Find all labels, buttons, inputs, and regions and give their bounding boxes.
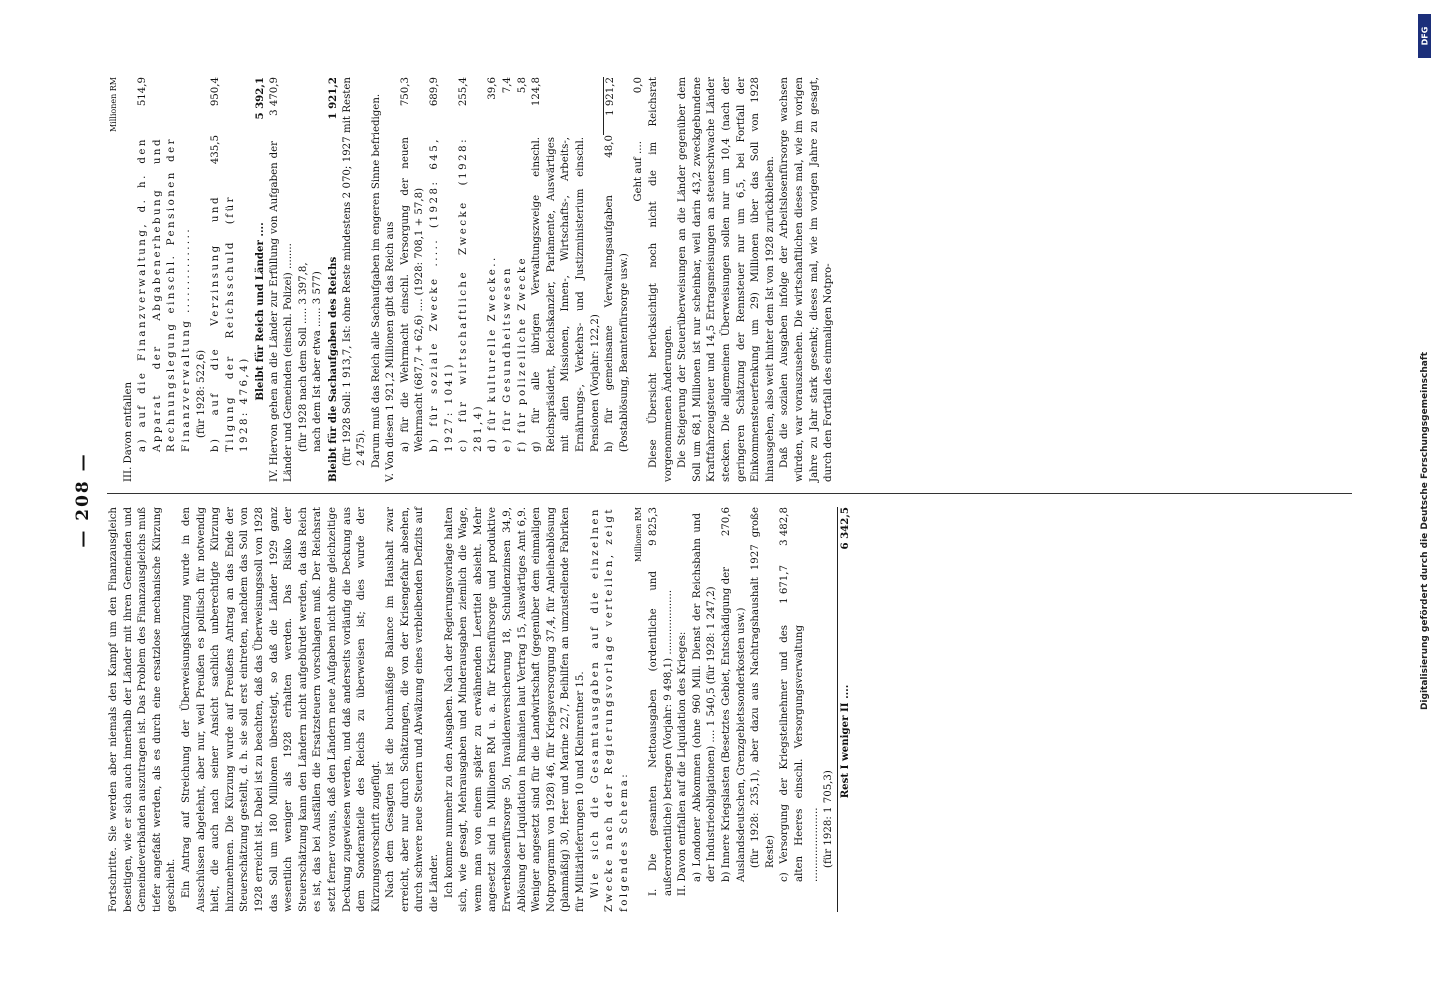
row-value: 1 671,7 [779,565,791,604]
schema-row-rest [837,507,853,912]
row-label: b) Innere Kriegslasten (Besetztes Gebiet, Entschädigung der Auslandsdeutschen, Grenzgebietssonderkosten usw.) [720,567,747,882]
schema-row-v-f [516,77,531,482]
schema-row-v-b [428,77,457,482]
row-value: 3 470,9 [268,77,280,116]
dfg-logo [1418,14,1431,58]
row-total: 950,4 [210,77,222,107]
column-divider [107,493,1352,494]
row-note: (für 1928: 1 705,3) [823,770,835,868]
row-label: a) für die Wehrmacht einschl. Versorgung der neuen Wehrmacht (687,7 + 62,6) .... (1928: 708,1 + 57,8) [399,137,426,452]
right-column [107,77,837,482]
page-number: — 208 — [73,452,93,548]
schema-heading-ii: II. Davon entfallen auf die Liquidation des Krieges: [677,631,689,896]
row-label: e) für Gesundheitswesen [502,266,514,452]
row-label: Bleibt für Reich und Länder .... [253,222,266,401]
schema-row-ii-b [720,507,749,912]
row-label: IV. Hiervon gehen an die Länder zur Erfüllung von Aufgaben der Länder und Gemeinden (einschl. Polizei) ........ [268,141,295,482]
row-value: 5 392,1 [253,77,266,120]
row-note: (für 1928: 235,1), aber dazu aus Nachtragshaushalt 1927 große Reste) [750,507,776,868]
schema-heading-iii: III. Davon entfallen [122,381,134,482]
row-value: 48,0 [604,135,616,158]
paragraph: Diese Übersicht berücksichtigt noch nicht die im Reichsrat vorgenommenen Änderungen. [647,77,674,482]
left-column [107,507,852,912]
row-note: (für 1928 Soll: 1 913,7, Ist: ohne Reste mindestens 2 070; 1927 mit Resten 2 475). [341,77,368,466]
watermark [1418,66,1432,996]
schema-row-v-g [530,77,603,482]
row-value: 1 921,2 [326,77,339,120]
paragraph: Daß die sozialen Ausgaben infolge der Arbeitslosenfürsorge wachsen würden, war vorauszusehen. Die wirtschaftlichen dieses mal, wie im vorigen Jahre zu Jahr stark gesenkt; dieses mal, wie im vorigen Jahre zu gesagt, durch den Fortfall des einmaligen Notpro- [779,77,835,482]
row-label: a) Londoner Abkommen (ohne 960 Mill. Dienst der Reichsbahn und der Industrieobligationen) .... 1 540,5 (für 1928: 1 247,2) [691,513,718,882]
row-label: I. Die gesamten Nettoausgaben (ordentliche und außerordentliche) betragen (Vorjahr: 9 498,1) .................... [647,571,674,896]
paragraph: Ich komme nunmehr zu den Ausgaben. Nach der Regierungsvorlage halten sich, wie gesagt, Mehrausgaben und Minderausgaben ziemlich die Wage, wenn man von einem später zu erwähnenden Leertitel absieht. Mehr angesetzt sind in Millionen RM u. a. für Krisenfürsorge und produktive Erwerbslosenfürsorge 50, Invalidenversicherung 18, Schuldenzinsen 34,9, Ablösung der Liquidation in Rumänien laut Vertrag 15, Auswärtiges Amt 6,9. Weniger angesetzt sind für die Landwirtschaft (gegenüber dem einmaligen Notprogramm von 1928) 46, für Kriegsversorgung 37,4, für Anleiheablösung (planmäßig) 30, Heer und Marine 22,7, Beihilfen an umzustellende Fabriken für Militärlieferungen 10 und Kleinrentner 15. [443,507,586,912]
schema-row-iii-b [209,77,253,482]
schema-row-i [647,507,676,912]
schema-row-ii-c [778,507,822,912]
row-label: Rest I weniger II .... [838,684,851,799]
schema-row-v-d [486,77,501,482]
schema-row-v-a [399,77,428,482]
paragraph: Die Steigerung der Steuerüberweisungen an die Länder gegenüber dem Soll um 68,1 Millionen ist nur scheinbar, weil darin 43,2 zweckgebundene Kraftfahrzeugsteuer und 14,5 Ertragsmeisungen an steuerschwache Länder stecken. Die allgemeinen Überweisungen sollen nur um 10,4 (nach der geringeren Schätzung der Rennsteuer nur um 6,5, bei Fortfall der Einkommensteuerfenkung um 29) Millionen über das Soll von 1928 hinausgehen, also weit hinter dem Ist von 1928 zurückbleiben. [677,77,776,482]
schema-row-v-c [457,77,486,482]
row-label: b) für soziale Zwecke ..... (1928: 645, 1927: 1041) [429,137,455,452]
row-value: 5,8 [516,77,528,94]
schema-heading-v: V. Von diesen 1 921,2 Millionen gibt das Reich aus [385,221,397,482]
unit-label: Millionen RM [634,507,644,563]
row-value: 514,9 [137,77,149,107]
unit-label: Millionen RM [109,77,118,133]
row-value: 124,8 [531,77,543,107]
paragraph: Nach dem Gesagten ist die buchmäßige Balance im Haushalt zwar erreicht, aber nur durch Schätzungen, die von der Krisengefahr absehen, durch schwere neue Steuern und Abwälzung eines verbleibenden Defizits auf die Länder. [385,507,441,912]
row-value: 9 825,3 [647,507,659,546]
schema-row-iv [268,77,297,482]
row-value: 689,9 [429,77,441,107]
row-note: (für 1928: 522,6) [195,349,207,438]
paragraph: Fortschritte. Sie werden aber niemals den Kampf um den Finanzausgleich beseitigen, wie er sich auch innerhalb der Länder mit ihren Gemeinden und Gemeindeverbänden auszutragen ist. Das Problem des Finanzausgleichs muß tiefer angefaßt werden, als es durch eine ersatzlose mechanische Kürzung geschieht. [108,507,178,912]
row-note: (für 1928 nach dem Soll ..... 3 397,8, [297,262,309,452]
schema-row-sachaufgaben [326,77,341,482]
row-value: 6 342,5 [838,507,851,550]
row-label: d) für kulturelle Zwecke.. [487,255,499,452]
row-label: Geht auf .... [633,141,645,202]
schema-row-geht-auf [632,77,647,482]
row-total: 1 921,2 [603,77,632,135]
dfg-logo-text: DFG [1420,26,1429,46]
row-label: c) Versorgung der Kriegsteilnehmer und des alten Heeres einschl. Versorgungsverwaltung ....................... [779,625,820,882]
paragraph: Darum muß das Reich alle Sachaufgaben im engeren Sinne befriedigen. [370,93,382,468]
row-label: c) für wirtschaftliche Zwecke (1928: 281,4) [458,137,484,452]
row-value: 0,0 [633,77,645,94]
paragraph: Ein Antrag auf Streichung der Überweisungskürzung wurde in den Ausschüssen abgelehnt, aber nur, weil Preußen es politisch für notwendig hielt, die auch nach seiner Ansicht sachlich unberechtigte Kürzung hinzunehmen. Die Kürzung wurde auf Preußens Antrag an das Ende der Steuerschätzung gestellt, d. h. sie soll erst eintreten, nachdem das Soll von 1928 erreicht ist. Dabei ist zu beachten, daß das Überweisungssoll von 1928 das Soll um 180 Millionen übersteigt, so daß die Länder 1929 ganz wesentlich weniger als 1928 erhalten werden. Das Risiko der Steuerschätzung kann den Ländern nicht aufgebürdet werden, da das Reich es ist, das bei Ausfällen die Ersatzsteuern vorschlagen muß. Der Reichsrat setzt ferner voraus, daß den Ländern neue Aufgaben nicht ohne gleichzeitige Deckung zugewiesen werden, und daß anderseits vorläufig die Deckung aus dem Sonderanteile des Reichs zu überweisen ist; dies wurde der Kürzungsvorschrift zugefügt. [180,507,382,912]
row-label: h) für gemeinsame Verwaltungsaufgaben (Postablösung, Beamtenfürsorge usw.) [604,195,630,452]
row-value: 39,6 [487,77,499,100]
row-label: g) für alle übrigen Verwaltungszweige einschl. Reichspräsident, Reichskanzler, Parlamente, Auswärtiges mit allen Missionen, Innen-, Wirtschafts-, Arbeits-, Ernährungs-, Verkehrs- und Justizministerium einschl. Pensionen (Vorjahr: 122,2) [531,137,601,452]
row-value: 435,5 [210,135,222,165]
watermark-text: Digitalisierung gefördert durch die Deutsche Forschungsgemeinschaft [1420,351,1430,711]
paragraph: Wie sich die Gesamtausgaben auf die einzelnen Zwecke nach der Regierungsvorlage verteilen, zeigt folgendes Schema: [589,507,630,912]
row-note: nach dem Ist aber etwa ...... 3 577) [312,271,324,452]
schema-row-v-e [501,77,516,482]
row-value: 750,3 [399,77,411,107]
row-value: 7,4 [502,77,514,94]
row-value: 255,4 [458,77,470,107]
row-value: 270,6 [720,507,732,537]
row-label: a) auf die Finanzverwaltung, d. h. den Apparat der Abgabenerhebung und Rechnungslegung einschl. Pensionen der Finanzverwaltung ............... [137,137,192,452]
rotated-page-content [67,70,1367,930]
digitization-credit [1418,6,1432,996]
schema-row-iii-rest [253,77,268,482]
schema-row-ii-a [691,507,720,912]
row-total: 3 482,8 [779,507,791,546]
row-label: f) für polizeiliche Zwecke [516,255,528,452]
row-label: Bleibt für die Sachaufgaben des Reichs [326,256,339,482]
schema-row-v-h [603,77,632,482]
row-label: b) auf die Verzinsung und Tilgung der Reichsschuld (für 1928: 476,4) [210,195,251,452]
schema-row-iii-a [136,77,194,482]
